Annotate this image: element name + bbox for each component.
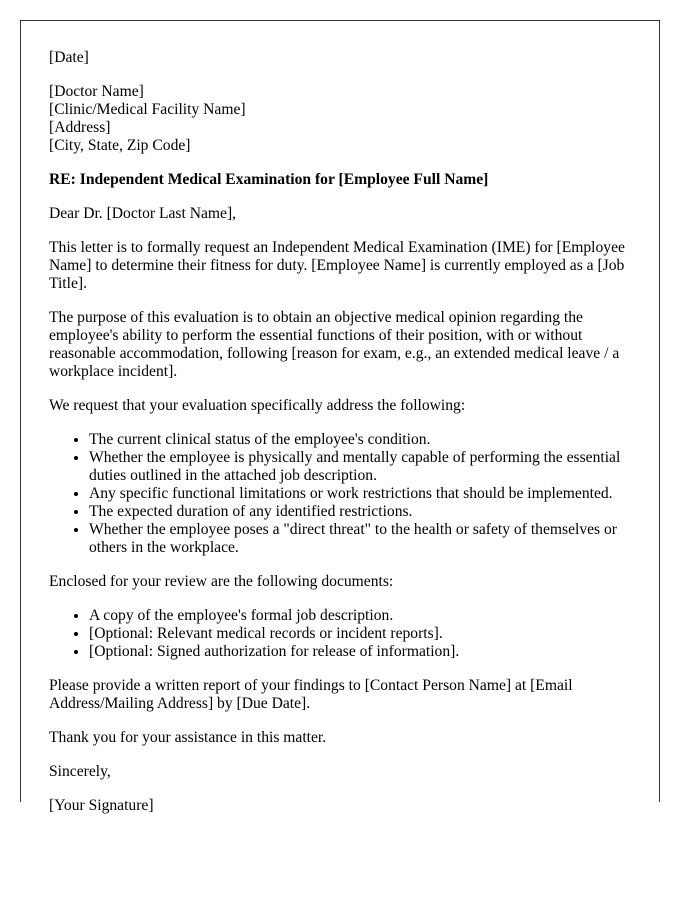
recipient-facility: [Clinic/Medical Facility Name]: [49, 101, 246, 118]
purpose-paragraph: The purpose of this evaluation is to obtain an objective medical opinion regarding the employee's ability to perform the essential functions of their position, with or without reasonable accommodation, following [reason for exam, e.g., an extended medical leave / a workplace incident].: [49, 309, 620, 380]
letter-date: [Date]: [49, 49, 89, 66]
recipient-address: [Address]: [49, 119, 111, 136]
list-item: • [Optional: Relevant medical records or incident reports].: [89, 625, 639, 643]
request-intro: We request that your evaluation specifically address the following:: [49, 397, 466, 414]
subject-line: RE: Independent Medical Examination for [Employee Full Name]: [49, 171, 489, 188]
letter-body: [49, 49, 639, 831]
signature: [Your Signature]: [49, 797, 154, 814]
enclosed-intro: Enclosed for your review are the following documents:: [49, 573, 394, 590]
thanks-paragraph: Thank you for your assistance in this matter.: [49, 729, 327, 746]
recipient-doctor-name: [Doctor Name]: [49, 83, 144, 100]
list-item: • Whether the employee is physically and mentally capable of performing the essential duties outlined in the attached job description.: [89, 449, 639, 485]
list-item: • Whether the employee poses a "direct threat" to the health or safety of themselves or others in the workplace.: [89, 521, 639, 557]
intro-paragraph: This letter is to formally request an Independent Medical Examination (IME) for [Employee Name] to determine their fitness for duty. [Employee Name] is currently employed as a [Job Title].: [49, 239, 625, 292]
report-paragraph: Please provide a written report of your findings to [Contact Person Name] at [Email Address/Mailing Address] by [Due Date].: [49, 677, 573, 712]
evaluation-items-list: [49, 431, 639, 557]
letter-page: [20, 20, 660, 814]
enclosures-list: [49, 607, 639, 661]
list-item: • The expected duration of any identified restrictions.: [89, 503, 639, 521]
salutation: Dear Dr. [Doctor Last Name],: [49, 205, 237, 222]
list-item: • Any specific functional limitations or work restrictions that should be implemented.: [89, 485, 639, 503]
recipient-city-state-zip: [City, State, Zip Code]: [49, 137, 191, 154]
list-item: • A copy of the employee's formal job description.: [89, 607, 639, 625]
list-item: • The current clinical status of the employee's condition.: [89, 431, 639, 449]
closing: Sincerely,: [49, 763, 111, 780]
list-item: • [Optional: Signed authorization for release of information].: [89, 643, 639, 661]
recipient-address-block: [49, 83, 639, 155]
